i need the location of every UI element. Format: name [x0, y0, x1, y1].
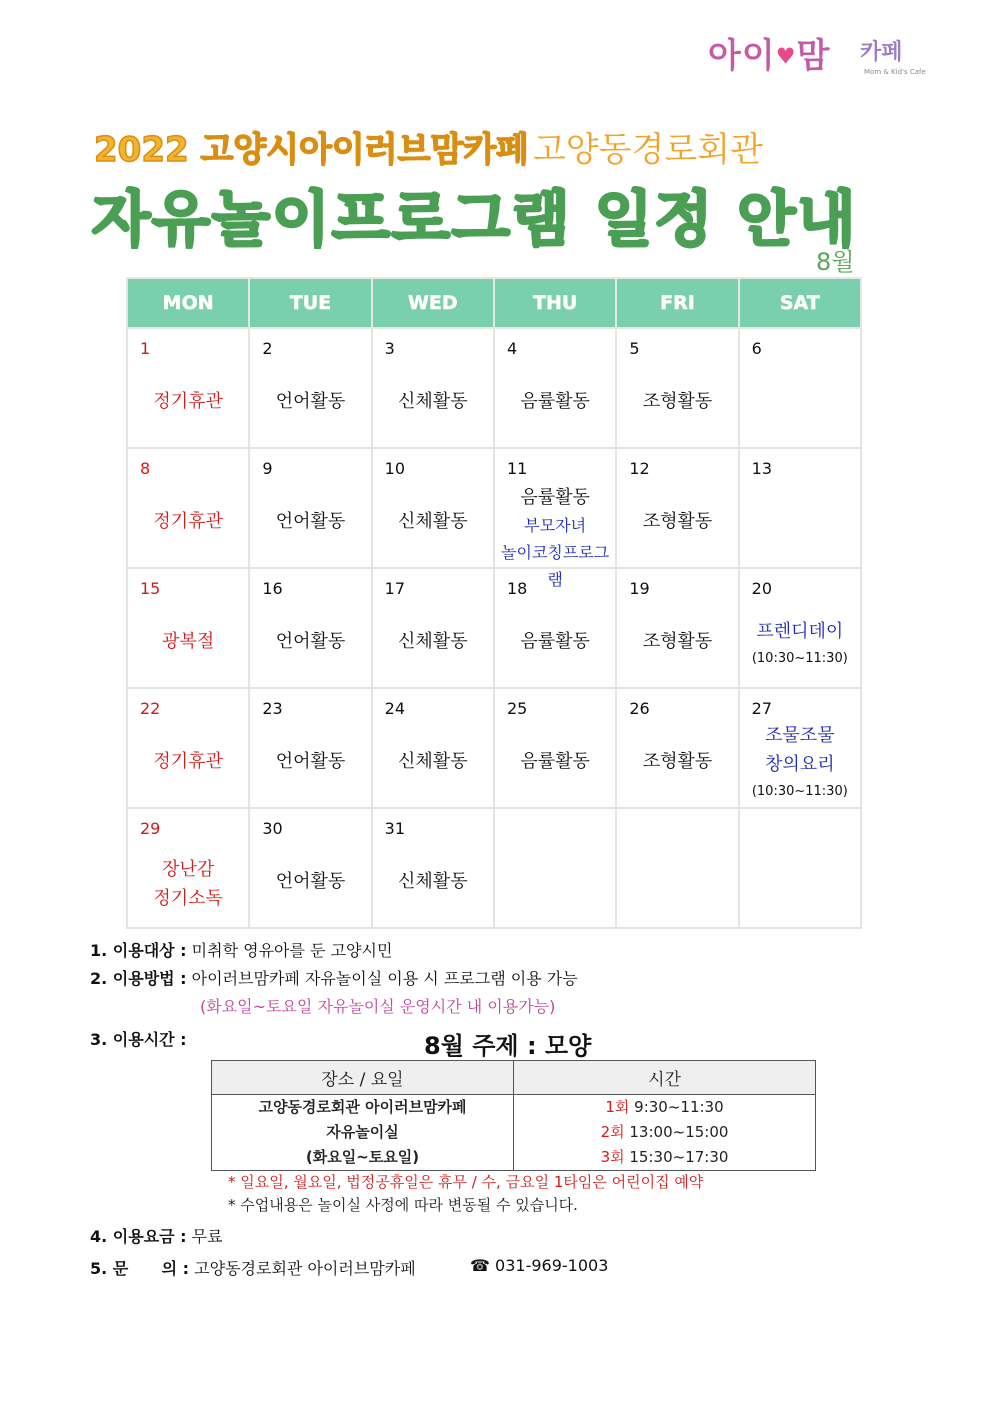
weekday-thu: THU [494, 278, 616, 328]
day-number: 16 [262, 579, 283, 598]
activity-line: 정기소독 [153, 888, 223, 909]
activity-time: (10:30~11:30) [751, 651, 848, 666]
activity-line: 신체활동 [398, 391, 468, 412]
activity-label [617, 507, 737, 536]
calendar-day-cell [739, 328, 861, 448]
schedule-table [211, 1060, 816, 1171]
activity-label [250, 387, 370, 416]
activity-label [617, 387, 737, 416]
calendar-day-cell [249, 688, 371, 808]
activity-label [373, 507, 493, 536]
day-number: 11 [506, 459, 528, 478]
title-year-brand: 2022 고양시아이러브맘카페 [94, 130, 529, 170]
day-number: 20 [751, 579, 772, 598]
slot-time: 15:30~17:30 [624, 1148, 729, 1166]
calendar-day-cell [494, 808, 616, 928]
calendar-week-row [127, 568, 861, 688]
activity-label [128, 627, 248, 656]
slot-round: 2회 [600, 1123, 625, 1141]
slot-time: 9:30~11:30 [629, 1098, 724, 1116]
schedule-place-line: 자유놀이실 [326, 1123, 399, 1141]
info-target [90, 938, 392, 961]
calendar-day-cell [739, 808, 861, 928]
activity-label [128, 747, 248, 776]
activity-label [128, 507, 248, 536]
weekday-header-row [127, 278, 861, 328]
activity-label [128, 855, 248, 913]
activity-line: 신체활동 [398, 751, 468, 772]
day-number: 22 [140, 699, 161, 718]
calendar-day-cell [127, 568, 249, 688]
title-main: 자유놀이프로그램 일정 안내 [92, 185, 858, 255]
activity-label [495, 627, 615, 656]
day-number: 18 [506, 579, 528, 598]
activity-line: 프렌디데이 [756, 621, 844, 642]
activity-label [617, 747, 737, 776]
day-number: 30 [262, 819, 283, 838]
day-number: 17 [384, 579, 406, 598]
activity-line: 광복절 [162, 631, 215, 652]
calendar-day-cell [127, 688, 249, 808]
day-number: 12 [629, 459, 650, 478]
schedule-slot [514, 1095, 815, 1120]
info-phone [470, 1256, 608, 1275]
calendar-week-row [127, 328, 861, 448]
calendar-day-cell [494, 688, 616, 808]
logo-cafe-text: 카페 [860, 40, 903, 65]
activity-line: 조형활동 [642, 751, 713, 772]
activity-line: 조형활동 [642, 631, 713, 652]
day-number: 13 [751, 459, 772, 478]
activity-label [250, 747, 370, 776]
activity-label [250, 867, 370, 896]
info-contact-label: 5. 문 의 : [90, 1259, 190, 1278]
note-holiday: * 일요일, 월요일, 법정공휴일은 휴무 / 수, 금요일 1타임은 어린이집 예약 [228, 1173, 704, 1191]
cafe-logo [708, 34, 938, 84]
day-number: 3 [384, 339, 395, 358]
activity-label [373, 867, 493, 896]
calendar-day-cell [249, 568, 371, 688]
logo-subtitle: Mom & Kid's Cafe [864, 68, 926, 76]
activity-line: 언어활동 [275, 391, 346, 412]
day-number: 6 [751, 339, 762, 358]
info-method-value: 아이러브맘카페 자유놀이실 이용 시 프로그램 이용 가능 [186, 969, 578, 988]
schedule-place-line: (화요일~토요일) [305, 1148, 420, 1166]
activity-label [373, 747, 493, 776]
activity-time: (10:30~11:30) [751, 784, 848, 799]
schedule-col-time: 시간 [514, 1061, 816, 1095]
schedule-time-cell [514, 1095, 816, 1171]
activity-label [495, 387, 615, 416]
calendar-day-cell [616, 808, 738, 928]
activity-line: 음률활동 [520, 487, 590, 508]
schedule-header-row [212, 1061, 816, 1095]
activity-line: 언어활동 [275, 631, 346, 652]
activity-label [128, 387, 248, 416]
calendar-day-cell [372, 568, 494, 688]
calendar-day-cell [494, 328, 616, 448]
schedule-row [212, 1095, 816, 1171]
calendar-day-cell [249, 808, 371, 928]
calendar-day-cell [127, 808, 249, 928]
info-fee [90, 1224, 223, 1247]
day-number: 19 [629, 579, 650, 598]
activity-label [740, 617, 860, 672]
calendar-day-cell [494, 568, 616, 688]
schedule-slot [514, 1145, 815, 1170]
activity-label [250, 507, 370, 536]
calendar-day-cell [249, 448, 371, 568]
day-number: 2 [262, 339, 273, 358]
slot-round: 1회 [605, 1098, 630, 1116]
calendar-day-cell [127, 448, 249, 568]
phone-icon: ☎ [470, 1256, 490, 1275]
info-method-label: 2. 이용방법 : [90, 969, 187, 988]
activity-line: 언어활동 [275, 511, 346, 532]
month-label: 8월 [816, 248, 855, 276]
calendar-day-cell [739, 448, 861, 568]
day-number: 1 [140, 339, 151, 358]
activity-line: 음률활동 [520, 631, 590, 652]
activity-line: 정기휴관 [153, 751, 223, 772]
activity-line: 언어활동 [275, 871, 346, 892]
activity-label [617, 627, 737, 656]
activity-line: 창의요리 [765, 754, 835, 775]
logo-text-part2: 맘 [796, 36, 831, 76]
calendar-day-cell [616, 568, 738, 688]
calendar-day-cell [127, 328, 249, 448]
title-place: 고양동경로회관 [532, 130, 763, 170]
day-number: 9 [262, 459, 273, 478]
calendar-week-row [127, 448, 861, 568]
calendar-day-cell [372, 688, 494, 808]
info-target-value: 미취학 영유아를 둔 고양시민 [186, 941, 393, 960]
day-number: 29 [140, 819, 161, 838]
schedule-place-line: 고양동경로회관 아이러브맘카페 [258, 1098, 467, 1116]
calendar-body [127, 328, 861, 928]
calendar-day-cell [739, 568, 861, 688]
slot-round: 3회 [600, 1148, 625, 1166]
info-contact [90, 1256, 416, 1279]
slot-time: 13:00~15:00 [624, 1123, 729, 1141]
day-number: 4 [506, 339, 518, 358]
activity-line: 신체활동 [398, 871, 468, 892]
day-number: 15 [140, 579, 161, 598]
info-method-note: (화요일~토요일 자유놀이실 운영시간 내 이용가능) [200, 997, 556, 1016]
logo-text-part1: 아이 [708, 36, 776, 76]
calendar-week-row [127, 808, 861, 928]
calendar-day-cell [372, 448, 494, 568]
calendar-day-cell [616, 328, 738, 448]
info-method [90, 966, 578, 989]
activity-label [373, 387, 493, 416]
note-change: * 수업내용은 놀이실 사정에 따라 변동될 수 있습니다. [228, 1196, 578, 1214]
calendar-table [126, 277, 862, 929]
activity-line: 조물조물 [765, 725, 835, 746]
schedule-col-place: 장소 / 요일 [212, 1061, 514, 1095]
phone-number: 031-969-1003 [495, 1256, 609, 1275]
day-number: 31 [384, 819, 406, 838]
activity-line: 신체활동 [398, 631, 468, 652]
activity-label [373, 627, 493, 656]
activity-line: 신체활동 [398, 511, 468, 532]
activity-line: 정기휴관 [153, 391, 223, 412]
calendar-day-cell [249, 328, 371, 448]
activity-line: 음률활동 [520, 751, 590, 772]
schedule-place-cell [212, 1095, 514, 1171]
day-number: 26 [629, 699, 650, 718]
calendar-day-cell [616, 688, 738, 808]
calendar-day-cell [739, 688, 861, 808]
activity-label [740, 721, 860, 805]
weekday-wed: WED [372, 278, 494, 328]
activity-line: 조형활동 [642, 391, 713, 412]
weekday-fri: FRI [616, 278, 738, 328]
info-time [90, 1027, 187, 1050]
activity-extra-line: 놀이코칭프로그램 [501, 543, 610, 589]
title-line-1 [94, 122, 763, 172]
schedule-slot [514, 1120, 815, 1145]
activity-line: 정기휴관 [153, 511, 223, 532]
activity-label [495, 747, 615, 776]
activity-extra-line: 부모자녀 [524, 516, 587, 535]
day-number: 24 [384, 699, 406, 718]
activity-line: 언어활동 [275, 751, 346, 772]
heart-icon: ♥ [775, 44, 797, 70]
info-time-label: 3. 이용시간 : [90, 1030, 187, 1049]
logo-text [708, 34, 830, 80]
activity-label [250, 627, 370, 656]
weekday-tue: TUE [249, 278, 371, 328]
calendar-week-row [127, 688, 861, 808]
day-number: 8 [140, 459, 151, 478]
weekday-sat: SAT [739, 278, 861, 328]
activity-line: 조형활동 [642, 511, 713, 532]
weekday-mon: MON [127, 278, 249, 328]
activity-line: 음률활동 [520, 391, 590, 412]
month-theme: 8월 주제 : 모양 [424, 1032, 592, 1060]
calendar-day-cell [616, 448, 738, 568]
calendar-day-cell [372, 328, 494, 448]
day-number: 5 [629, 339, 640, 358]
info-fee-label: 4. 이용요금 : [90, 1227, 187, 1246]
calendar-day-cell [372, 808, 494, 928]
day-number: 27 [751, 699, 772, 718]
info-fee-value: 무료 [186, 1227, 223, 1246]
info-target-label: 1. 이용대상 : [90, 941, 187, 960]
day-number: 25 [506, 699, 528, 718]
day-number: 10 [384, 459, 406, 478]
day-number: 23 [262, 699, 283, 718]
info-contact-value: 고양동경로회관 아이러브맘카페 [189, 1259, 416, 1278]
activity-line: 장난감 [162, 859, 215, 880]
